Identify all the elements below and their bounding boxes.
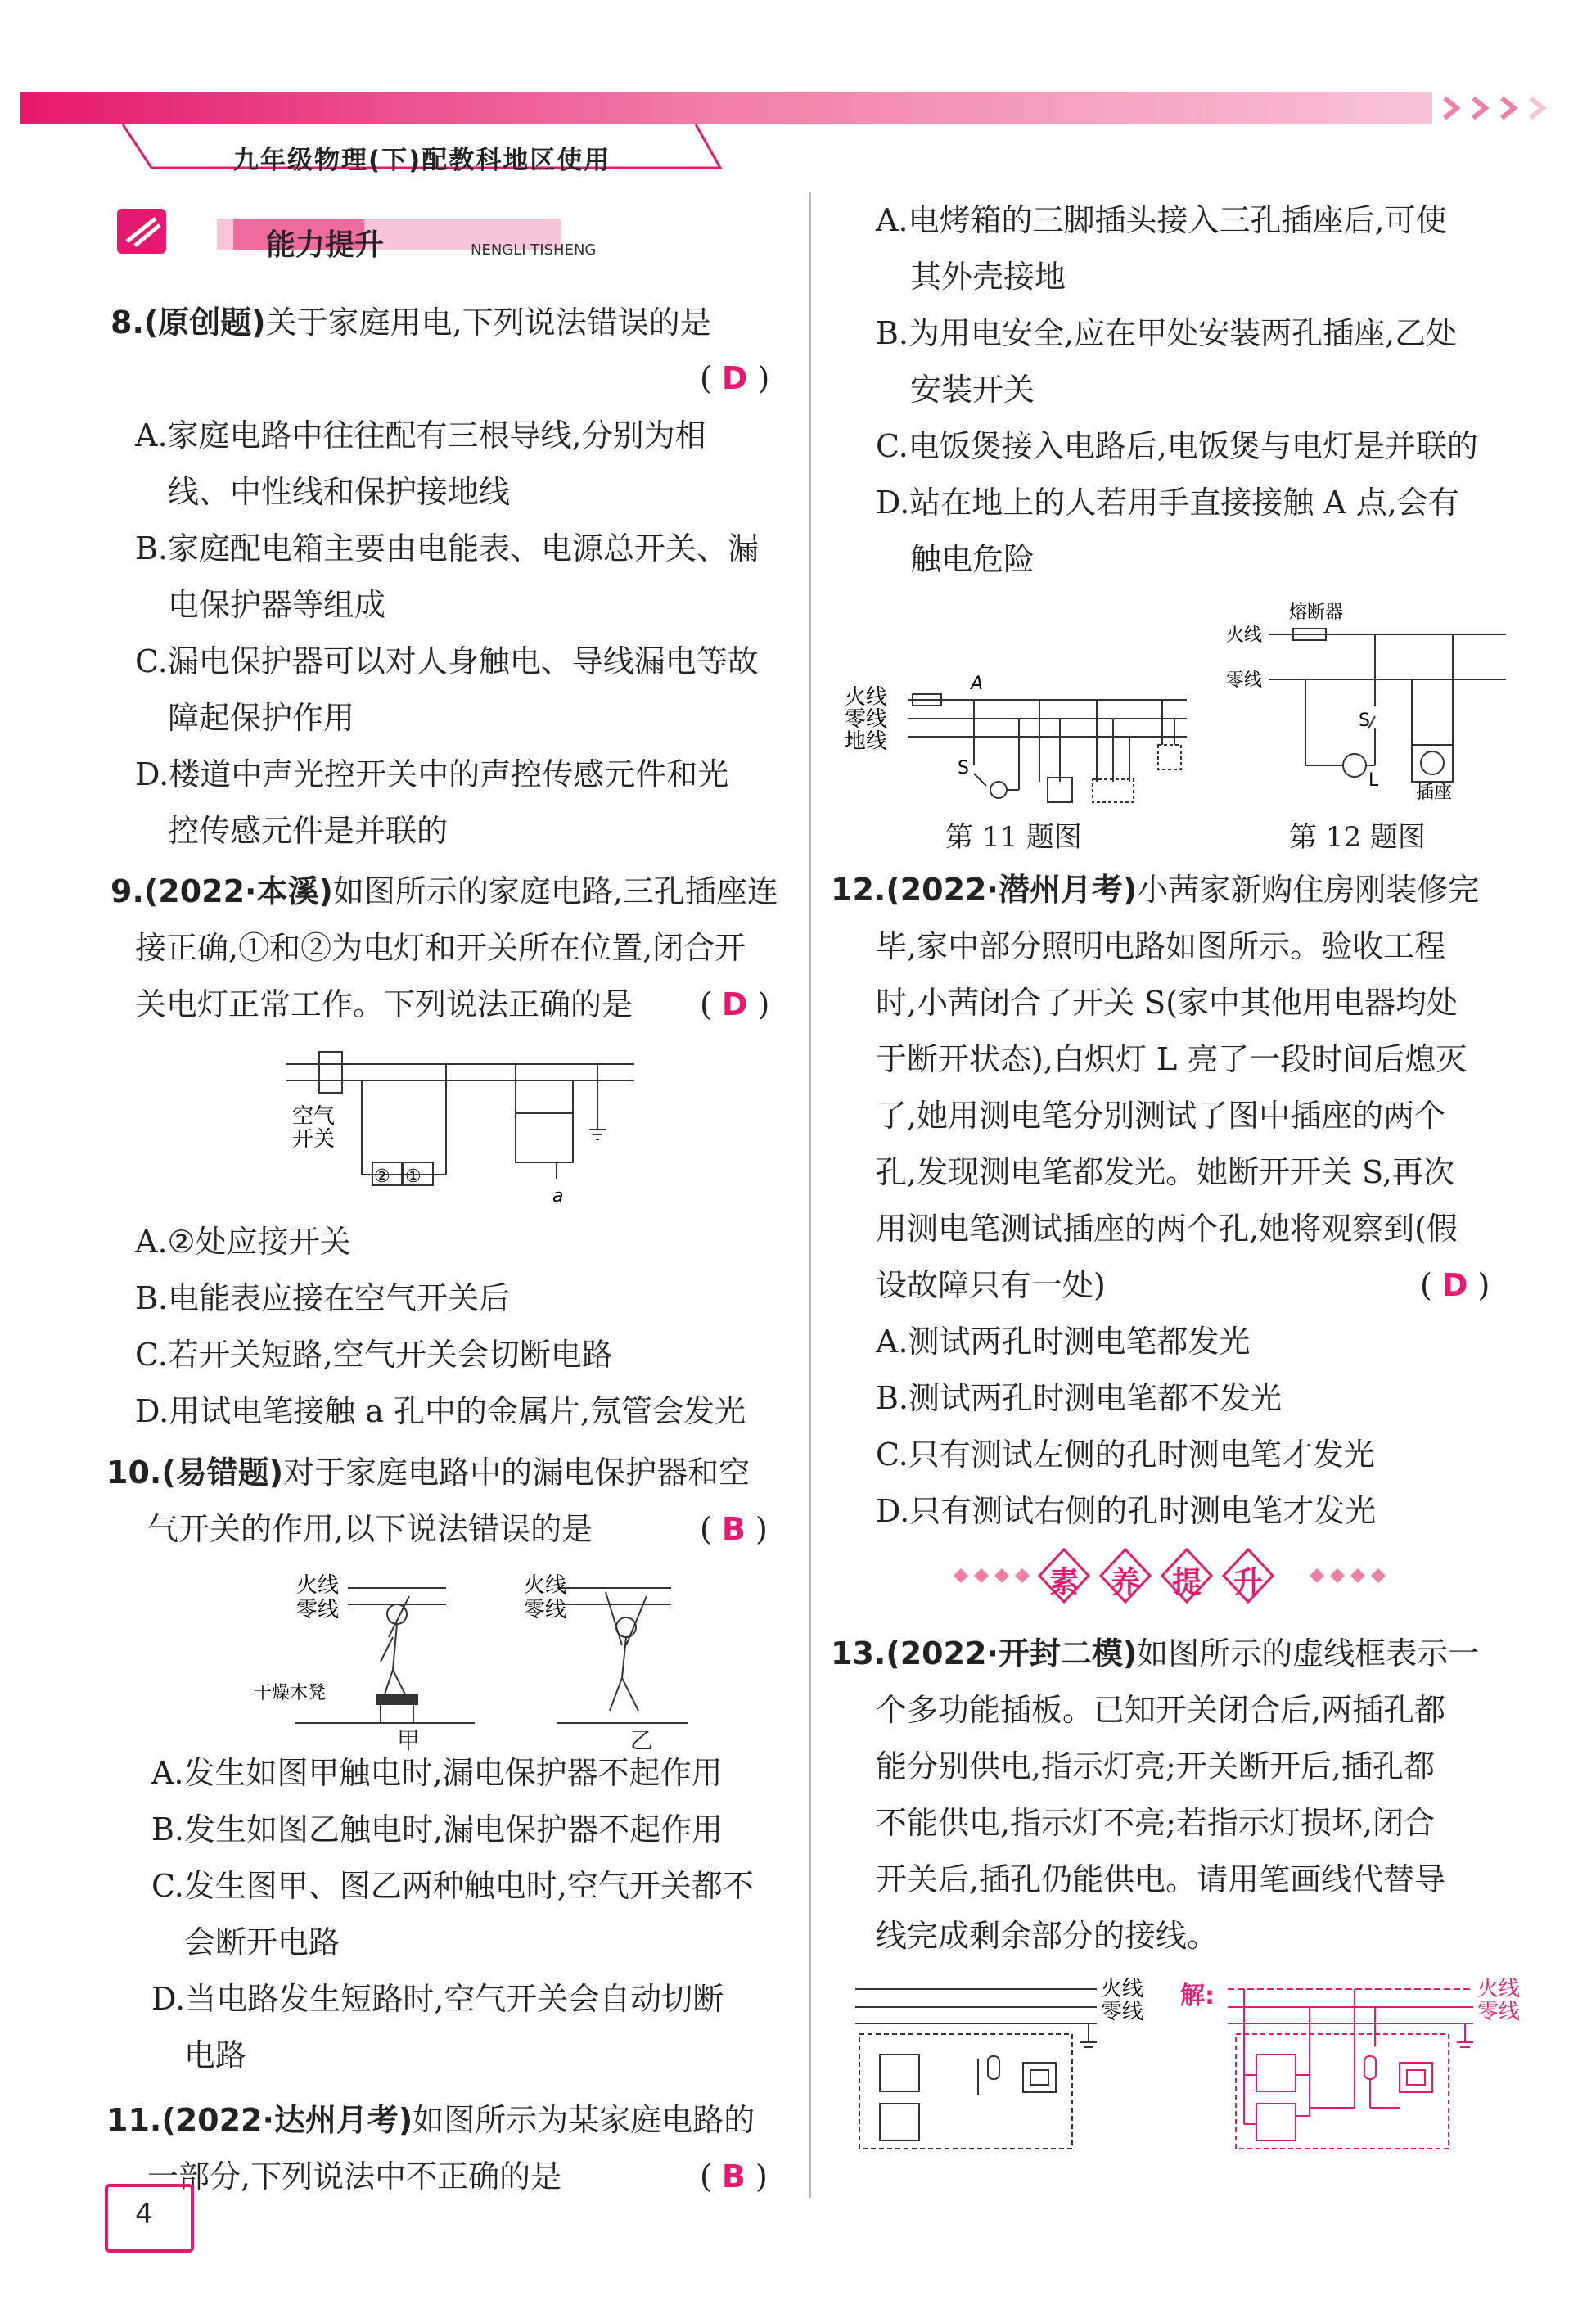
- q9-option-b: B.电能表应接在空气开关后: [135, 1280, 511, 1316]
- q9-box-2: ②: [374, 1166, 390, 1187]
- q8-option-b: B.家庭配电箱主要由电能表、电源总开关、漏 电保护器等组成: [135, 530, 760, 623]
- q10-option-a: A.发生如图甲触电时,漏电保护器不起作用: [151, 1755, 723, 1791]
- q12-label-neutral: 零线: [1226, 670, 1263, 691]
- q12-figure: [1220, 593, 1514, 806]
- header-subtitle: 九年级物理(下)配教科地区使用: [233, 146, 611, 175]
- q10-label-neutral-left: 零线: [296, 1598, 340, 1622]
- q10-label-neutral-right: 零线: [524, 1598, 567, 1622]
- q8-option-d: D.楼道中声光控开关中的声控传感元件和光 控传感元件是并联的: [135, 756, 729, 849]
- q12-option-c: C.只有测试左侧的孔时测电笔才发光: [876, 1437, 1375, 1473]
- q9-label-switch-1: 空气: [292, 1104, 336, 1129]
- q11-label-ground: 地线: [845, 729, 888, 754]
- section-literacy-char-4: 升: [1233, 1565, 1264, 1599]
- q10-option-b: B.发生如图乙触电时,漏电保护器不起作用: [151, 1811, 724, 1847]
- q9-point-a: a: [552, 1186, 564, 1207]
- q11-stem: 11.(2022·达州月考)如图所示为某家庭电路的 一部分,下列说法中不正确的是: [106, 2102, 755, 2194]
- section-literacy-char-3: 提: [1172, 1565, 1202, 1599]
- q9-option-c: C.若开关短路,空气开关会切断电路: [135, 1337, 613, 1373]
- q10-caption-left: 甲: [397, 1727, 421, 1754]
- q8-option-c: C.漏电保护器可以对人身触电、导线漏电等故 障起保护作用: [135, 643, 759, 736]
- q11-answer: ( B ): [700, 2158, 768, 2194]
- q10-caption-right: 乙: [630, 1727, 654, 1754]
- q12-option-d: D.只有测试右侧的孔时测电笔才发光: [876, 1493, 1377, 1529]
- q12-lamp-l: L: [1368, 770, 1379, 791]
- page-number: 4: [135, 2198, 153, 2231]
- q13-solution-label: 解:: [1180, 1982, 1215, 2010]
- q12-label-fuse: 熔断器: [1289, 602, 1344, 623]
- q11-point-a: A: [971, 674, 984, 694]
- q10-label-stool: 干燥木凳: [254, 1683, 327, 1703]
- q13-solution-neutral: 零线: [1477, 2000, 1521, 2024]
- q13-label-live: 火线: [1101, 1977, 1144, 2001]
- q11-option-b: B.为用电安全,应在甲处安装两孔插座,乙处 安装开关: [876, 315, 1458, 408]
- q11-option-d: D.站在地上的人若用手直接接触 A 点,会有 触电危险: [876, 485, 1459, 577]
- q11-option-a: A.电烤箱的三脚插头接入三孔插座后,可使 其外壳接地: [876, 202, 1447, 295]
- column-divider: [809, 192, 811, 2198]
- q9-stem: 9.(2022·本溪)如图所示的家庭电路,三孔插座连 接正确,①和②为电灯和开关所在位置,闭合开 关电灯正常工作。下列说法正确的是: [110, 873, 778, 1022]
- q8-stem: 8.(原创题)关于家庭用电,下列说法错误的是: [110, 304, 711, 341]
- q10-label-live-left: 火线: [296, 1573, 340, 1598]
- q12-caption: 第 12 题图: [1289, 821, 1426, 854]
- q12-option-a: A.测试两孔时测电笔都发光: [876, 1324, 1251, 1360]
- q9-label-switch-2: 开关: [292, 1127, 336, 1152]
- q12-label-live: 火线: [1226, 625, 1263, 646]
- q12-label-socket: 插座: [1416, 783, 1453, 803]
- q8-option-a: A.家庭电路中往往配有三根导线,分别为相 线、中性线和保护接地线: [135, 417, 706, 510]
- q9-answer: ( D ): [700, 986, 770, 1022]
- section-literacy-banner: [949, 1543, 1391, 1608]
- q11-caption: 第 11 题图: [945, 821, 1082, 854]
- q11-switch-s: S: [958, 758, 969, 778]
- q11-label-neutral: 零线: [845, 707, 888, 732]
- q11-option-c: C.电饭煲接入电路后,电饭煲与电灯是并联的: [876, 428, 1478, 464]
- q9-option-a: A.②处应接开关: [135, 1224, 351, 1260]
- q9-figure: [282, 1040, 642, 1220]
- q11-label-live: 火线: [845, 685, 888, 710]
- q10-option-c: C.发生图甲、图乙两种触电时,空气开关都不 会断开电路: [151, 1868, 754, 1960]
- q13-label-neutral: 零线: [1101, 2000, 1144, 2024]
- q10-label-live-right: 火线: [524, 1573, 567, 1598]
- section-ability-pinyin: NENGLI TISHENG: [471, 241, 597, 259]
- q11-figure: [843, 671, 1195, 814]
- section-ability-title: 能力提升: [266, 228, 385, 262]
- section-literacy-char-1: 素: [1049, 1565, 1080, 1599]
- q13-figure: [851, 1964, 1162, 2153]
- section-literacy-char-2: 养: [1111, 1565, 1141, 1599]
- q8-answer: ( D ): [700, 360, 770, 396]
- q13-stem: 13.(2022·开封二模)如图所示的虚线框表示一 个多功能插板。已知开关闭合后,两插孔都 能分别供电,指示灯亮;开关断开后,插孔都 不能供电,指示灯不亮;若指示灯损坏,闭合 开关后,插孔仍能供电。请用笔画线代替导 线完成剩余部分的接线。: [831, 1635, 1480, 1954]
- q12-stem: 12.(2022·潜州月考)小茜家新购住房刚装修完 毕,家中部分照明电路如图所示。验收工程 时,小茜闭合了开关 S(家中其他用电器均处 于断开状态),白炽灯 L 亮了一段时间后熄灭 了,她用测电笔分别测试了图中插座的两个 孔,发现测电笔都发光。她断开开关 S,再次 用测电笔测试插座的两个孔,她将观察到(假 设故障只有一处): [831, 872, 1480, 1303]
- q9-option-d: D.用试电笔接触 a 孔中的金属片,氖管会发光: [135, 1393, 746, 1429]
- q10-option-d: D.当电路发生短路时,空气开关会自动切断 电路: [151, 1981, 724, 2073]
- q12-answer: ( D ): [1420, 1267, 1490, 1303]
- q12-switch-s: S: [1359, 710, 1370, 731]
- q13-solution-live: 火线: [1477, 1977, 1521, 2001]
- q10-answer: ( B ): [700, 1511, 768, 1547]
- q12-option-b: B.测试两孔时测电笔都不发光: [876, 1380, 1283, 1416]
- q10-figure: [246, 1563, 688, 1739]
- q13-solution-figure: [1179, 1964, 1539, 2153]
- q10-stem: 10.(易错题)对于家庭电路中的漏电保护器和空 气开关的作用,以下说法错误的是: [106, 1455, 751, 1547]
- q9-box-1: ①: [405, 1166, 422, 1187]
